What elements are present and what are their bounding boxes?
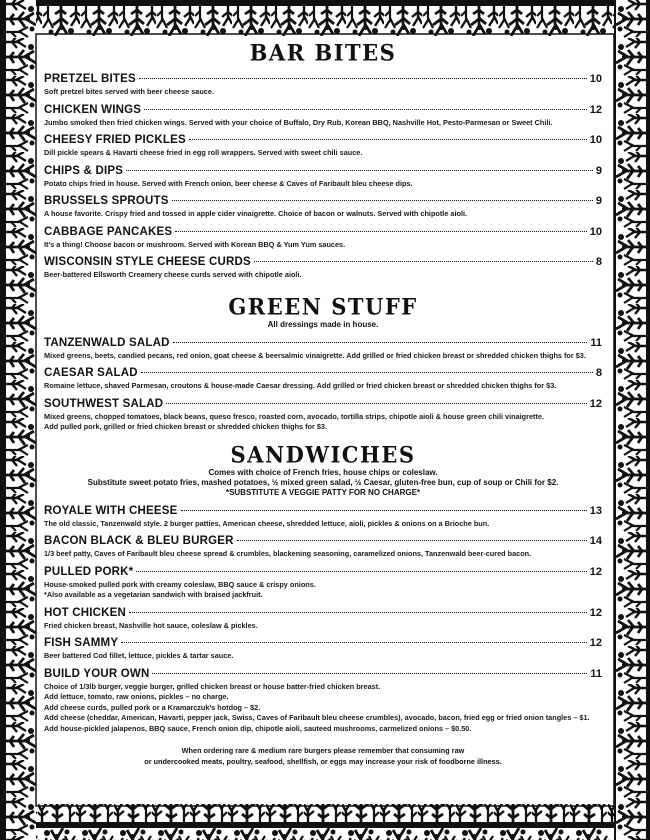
menu-item-name: CABBAGE PANCAKES xyxy=(44,225,173,238)
menu-item-header xyxy=(44,637,602,650)
menu-item xyxy=(44,535,602,559)
menu-item-price: 9 xyxy=(595,195,602,207)
dot-leader xyxy=(139,78,587,79)
menu-item-name: HOT CHICKEN xyxy=(44,606,127,619)
dot-leader xyxy=(126,170,593,171)
menu-item-price: 9 xyxy=(595,164,602,177)
menu-items xyxy=(44,505,602,734)
section-subtitle: All dressings made in house. xyxy=(267,319,379,329)
menu-item-price: 11 xyxy=(590,667,602,680)
dot-leader xyxy=(189,139,587,140)
menu-item-description: Mixed greens, chopped tomatoes, black beans, queso fresco, roasted corn, avocado, tortilla strips, chipotle aioli & house green chili vinaigrette. xyxy=(44,411,544,421)
menu-item-header xyxy=(44,367,602,380)
menu-item-header xyxy=(44,398,602,411)
menu-item-header xyxy=(44,505,602,518)
dot-leader xyxy=(172,200,593,201)
foodborne-disclaimer xyxy=(44,745,602,767)
menu-item-price: 12 xyxy=(589,637,602,649)
menu-item-description: 1/3 beef patty, Caves of Faribault bleu cheese spread & crumbles, blackening seasoning, caramelized onions, Tanzenwald beer-cured bacon. xyxy=(44,549,532,558)
disclaimer-line: or undercooked meats, poultry, seafood, shellfish, or eggs may increase your risk of foodborne illness. xyxy=(144,757,502,766)
menu-item xyxy=(44,637,602,661)
menu-item xyxy=(44,104,602,128)
dot-leader xyxy=(136,571,586,572)
menu-items xyxy=(44,73,602,280)
menu-item-name: BACON BLACK & BLEU BURGER xyxy=(44,535,234,547)
menu-item-name: CAESAR SALAD xyxy=(44,367,138,379)
menu-item-description: Fried chicken breast, Nashville hot sauce, coleslaw & pickles. xyxy=(44,620,258,630)
menu-item-description: Add cheese curds, pulled pork or a Kramarczuk's hotdog – $2. xyxy=(44,702,261,712)
veggie-patty-note: *SUBSTITUTE A VEGGIE PATTY FOR NO CHARGE* xyxy=(225,487,421,497)
menu-item-description: Dill pickle spears & Havarti cheese fried in egg roll wrappers. Served with sweet chili sauce. xyxy=(44,148,363,157)
dot-leader xyxy=(121,642,587,643)
menu-item-description: Add pulled pork, grilled or fried chicken breast or shredded chicken thighs for $3. xyxy=(44,422,328,431)
menu-item-name: CHICKEN WINGS xyxy=(44,103,142,116)
menu-item-price: 12 xyxy=(589,103,602,116)
menu-item-description: Soft pretzel bites served with beer cheese sauce. xyxy=(44,87,214,96)
menu-item-price: 12 xyxy=(589,606,602,619)
menu-item xyxy=(44,668,602,734)
menu-item xyxy=(44,398,602,432)
dot-leader xyxy=(152,673,587,674)
menu-item-price: 8 xyxy=(595,256,602,268)
menu-item-description: Potato chips fried in house. Served with French onion, beer cheese & Caves of Faribault bleu cheese dips. xyxy=(44,178,413,188)
menu-item-name: BRUSSELS SPROUTS xyxy=(44,195,169,207)
menu-item-header xyxy=(44,668,602,681)
menu-item-name: TANZENWALD SALAD xyxy=(44,336,170,349)
green-stuff-section xyxy=(44,294,602,432)
menu-item xyxy=(44,566,602,600)
menu-item-name: WISCONSIN STYLE CHEESE CURDS xyxy=(44,256,251,268)
menu-item-price: 10 xyxy=(589,134,602,146)
menu-item-name: PRETZEL BITES xyxy=(44,73,136,85)
dot-leader xyxy=(166,403,586,404)
menu-item-description: Add lettuce, tomato, raw onions, pickles – no charge. xyxy=(44,692,229,701)
menu-item-header xyxy=(44,607,602,620)
menu-item xyxy=(44,195,602,219)
dot-leader xyxy=(173,342,588,343)
menu-item-price: 12 xyxy=(589,565,602,578)
menu-item-header xyxy=(44,337,602,350)
menu-item-header xyxy=(44,566,602,579)
menu-item-header xyxy=(44,73,602,86)
menu-content xyxy=(44,40,602,767)
menu-item-header xyxy=(44,165,602,178)
menu-item-description: Choice of 1/3lb burger, veggie burger, grilled chicken breast or house batter-fried chicken breast. xyxy=(44,681,381,691)
menu-item-header xyxy=(44,256,602,269)
menu-item-description: Beer battered Cod fillet, lettuce, pickles & tartar sauce. xyxy=(44,651,234,660)
menu-item-description: Romaine lettuce, shaved Parmesan, croutons & house-made Caesar dressing. Add grilled or fried chicken breast or shredded chicken thighs for $3. xyxy=(44,381,557,390)
menu-item xyxy=(44,505,602,529)
menu-item-description: Add house-pickled jalapenos, BBQ sauce, French onion dip, chipotle aioli, sauteed mushrooms, carmelized onions – $0.50. xyxy=(44,723,472,733)
menu-item-name: PULLED PORK* xyxy=(44,565,134,578)
menu-item xyxy=(44,337,602,361)
menu-item-price: 11 xyxy=(590,336,602,349)
dot-leader xyxy=(129,612,587,613)
dot-leader xyxy=(237,540,587,541)
menu-item-name: CHEESY FRIED PICKLES xyxy=(44,134,186,146)
menu-item-name: BUILD YOUR OWN xyxy=(44,667,150,680)
menu-item xyxy=(44,367,602,391)
menu-item-description: *Also available as a vegetarian sandwich with braised jackfruit. xyxy=(44,590,263,599)
section-subtitle: Comes with choice of French fries, house chips or coleslaw. xyxy=(208,467,438,477)
menu-item xyxy=(44,73,602,97)
menu-item-description: Beer-battered Ellsworth Creamery cheese curds served with chipotle aioli. xyxy=(44,270,302,279)
menu-item-header xyxy=(44,195,602,208)
dot-leader xyxy=(181,510,587,511)
menu-item-header xyxy=(44,226,602,239)
section-subtitle: Substitute sweet potato fries, mashed potatoes, ½ mixed green salad, ½ Caesar, gluten-free bun, cup of soup or Chili for $2. xyxy=(87,477,559,487)
menu-item-name: CHIPS & DIPS xyxy=(44,164,124,177)
menu-item-price: 14 xyxy=(589,535,602,547)
sandwiches-section xyxy=(44,442,602,734)
menu-item-description: Jumbo smoked then fried chicken wings. Served with your choice of Buffalo, Dry Rub, Korean BBQ, Nashville Hot, Pesto-Parmesan or Sweet Chili. xyxy=(44,117,553,127)
menu-item-description: The old classic, Tanzenwald style. 2 burger patties, American cheese, shredded lettuce, aioli, pickles & onions on a Brioche bun. xyxy=(44,518,490,528)
menu-item-price: 13 xyxy=(589,504,602,517)
menu-item-price: 8 xyxy=(595,367,602,379)
menu-item-name: ROYALE WITH CHEESE xyxy=(44,504,178,517)
section-title: SANDWICHES xyxy=(230,440,416,468)
menu-item xyxy=(44,165,602,189)
section-title: GREEN STUFF xyxy=(228,292,418,320)
menu-item-description: Mixed greens, beets, candied pecans, red onion, goat cheese & beersalmic vinaigrette. Add grilled or fried chicken breast or shredded chicken thighs for $3. xyxy=(44,350,586,360)
menu-item xyxy=(44,226,602,250)
section-title: BAR BITES xyxy=(249,38,397,66)
menu-item-description: It's a thing! Choose bacon or mushroom. Served with Korean BBQ & Yum Yum sauces. xyxy=(44,239,346,249)
menu-item-header xyxy=(44,535,602,548)
menu-item-description: House-smoked pulled pork with creamy coleslaw, BBQ sauce & crispy onions. xyxy=(44,579,316,589)
bar-bites-section xyxy=(44,40,602,280)
disclaimer-line: When ordering rare & medium rare burgers please remember that consuming raw xyxy=(181,746,465,755)
menu-item-header xyxy=(44,104,602,117)
menu-item-name: FISH SAMMY xyxy=(44,637,119,649)
menu-item-header xyxy=(44,134,602,147)
menu-item xyxy=(44,134,602,158)
menu-item-price: 10 xyxy=(589,73,602,85)
menu-item-price: 10 xyxy=(589,225,602,238)
menu-item xyxy=(44,607,602,631)
dot-leader xyxy=(141,372,593,373)
menu-item-description: Add cheese (cheddar, American, Havarti, pepper jack, Swiss, Caves of Faribault bleu cheese crumbles), avocado, bacon, fried egg or fried onion tangles – $1. xyxy=(44,713,590,722)
menu-item-price: 12 xyxy=(589,397,602,410)
dot-leader xyxy=(175,231,587,232)
menu-item xyxy=(44,256,602,280)
menu-item-description: A house favorite. Crispy fried and tossed in apple cider vinaigrette. Choice of bacon or walnuts. Served with chipotle aioli. xyxy=(44,209,468,218)
menu-items xyxy=(44,337,602,432)
menu-item-name: SOUTHWEST SALAD xyxy=(44,397,164,410)
dot-leader xyxy=(144,109,587,110)
dot-leader xyxy=(254,261,593,262)
